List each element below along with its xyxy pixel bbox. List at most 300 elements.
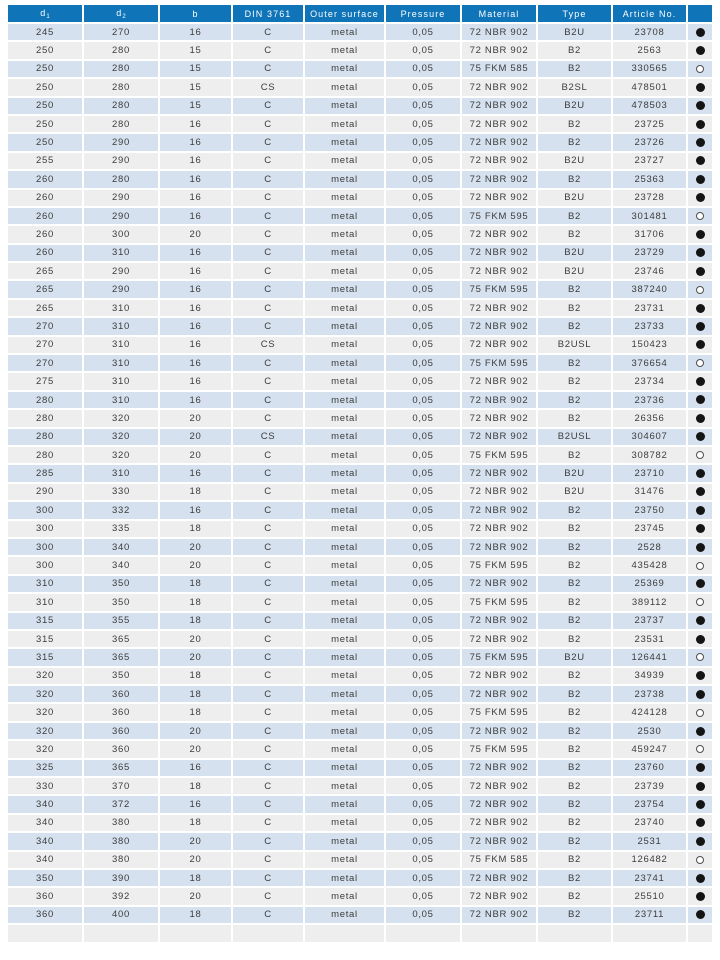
table-cell-d1: 325 xyxy=(8,760,84,778)
table-cell-material: 72 NBR 902 xyxy=(462,870,538,888)
table-cell-material: 72 NBR 902 xyxy=(462,116,538,134)
table-row xyxy=(8,392,712,410)
table-cell-pressure: 0,05 xyxy=(386,190,462,208)
filled-circle-icon xyxy=(696,138,705,147)
table-cell-article-no: 23733 xyxy=(613,318,688,336)
table-row xyxy=(8,649,712,667)
table-cell-article-no: 23531 xyxy=(613,631,688,649)
table-cell-din-3761: C xyxy=(233,263,305,281)
availability-cell xyxy=(688,300,712,318)
table-cell-article-no: 23741 xyxy=(613,870,688,888)
table-cell-b: 18 xyxy=(160,907,233,925)
table-cell-d2: 340 xyxy=(84,539,160,557)
table-cell-material: 72 NBR 902 xyxy=(462,190,538,208)
table-cell-d1: 270 xyxy=(8,318,84,336)
table-cell-d1: 300 xyxy=(8,502,84,520)
table-cell-material: 72 NBR 902 xyxy=(462,576,538,594)
availability-cell xyxy=(688,815,712,833)
table-cell-d2: 332 xyxy=(84,502,160,520)
table-cell-article-no: 34939 xyxy=(613,668,688,686)
table-cell-b: 16 xyxy=(160,337,233,355)
table-cell-type: B2 xyxy=(538,576,613,594)
table-cell-b: 16 xyxy=(160,373,233,391)
availability-cell xyxy=(688,208,712,226)
table-cell-d2: 280 xyxy=(84,61,160,79)
table-cell-d1: 260 xyxy=(8,245,84,263)
table-cell-outer-surface: metal xyxy=(305,300,386,318)
table-cell-outer-surface: metal xyxy=(305,190,386,208)
table-cell-material: 72 NBR 902 xyxy=(462,760,538,778)
table-cell-d2: 310 xyxy=(84,392,160,410)
table-cell-d1: 290 xyxy=(8,484,84,502)
table-cell-outer-surface: metal xyxy=(305,594,386,612)
table-cell-b: 16 xyxy=(160,134,233,152)
table-cell-d1: 330 xyxy=(8,778,84,796)
table-row xyxy=(8,557,712,575)
table-cell-b: 16 xyxy=(160,116,233,134)
table-cell-outer-surface: metal xyxy=(305,24,386,42)
table-cell-article-no: 308782 xyxy=(613,447,688,465)
table-row xyxy=(8,594,712,612)
table-cell-article-no: 23728 xyxy=(613,190,688,208)
table-cell-pressure: 0,05 xyxy=(386,502,462,520)
table-cell-d1: 310 xyxy=(8,594,84,612)
table-cell-pressure: 0,05 xyxy=(386,539,462,557)
table-cell-type: B2 xyxy=(538,134,613,152)
filled-circle-icon xyxy=(696,156,705,165)
availability-cell xyxy=(688,98,712,116)
table-cell-material: 75 FKM 595 xyxy=(462,355,538,373)
table-cell-outer-surface: metal xyxy=(305,521,386,539)
table-cell-type: B2 xyxy=(538,668,613,686)
table-cell-type: B2 xyxy=(538,355,613,373)
table-cell-type: B2 xyxy=(538,613,613,631)
filled-circle-icon xyxy=(696,671,705,680)
table-cell-type: B2U xyxy=(538,465,613,483)
availability-cell xyxy=(688,373,712,391)
table-row xyxy=(8,704,712,722)
header-row xyxy=(8,5,712,24)
empty-cell xyxy=(160,925,233,943)
table-cell-pressure: 0,05 xyxy=(386,852,462,870)
open-circle-icon xyxy=(696,653,704,661)
table-cell-pressure: 0,05 xyxy=(386,134,462,152)
open-circle-icon xyxy=(696,856,704,864)
table-row xyxy=(8,281,712,299)
table-cell-material: 72 NBR 902 xyxy=(462,723,538,741)
table-cell-d2: 290 xyxy=(84,281,160,299)
table-cell-d2: 360 xyxy=(84,723,160,741)
table-cell-din-3761: C xyxy=(233,576,305,594)
empty-cell xyxy=(538,925,613,943)
table-cell-pressure: 0,05 xyxy=(386,631,462,649)
table-cell-din-3761: C xyxy=(233,410,305,428)
table-cell-article-no: 23746 xyxy=(613,263,688,281)
table-cell-article-no: 424128 xyxy=(613,704,688,722)
filled-circle-icon xyxy=(696,340,705,349)
table-row xyxy=(8,576,712,594)
table-cell-type: B2 xyxy=(538,171,613,189)
table-cell-b: 20 xyxy=(160,852,233,870)
table-cell-din-3761: C xyxy=(233,190,305,208)
table-cell-d1: 360 xyxy=(8,888,84,906)
table-cell-din-3761: C xyxy=(233,704,305,722)
table-cell-material: 75 FKM 585 xyxy=(462,61,538,79)
table-cell-din-3761: C xyxy=(233,318,305,336)
table-cell-d1: 245 xyxy=(8,24,84,42)
table-cell-d2: 310 xyxy=(84,245,160,263)
table-cell-b: 20 xyxy=(160,741,233,759)
table-cell-material: 72 NBR 902 xyxy=(462,907,538,925)
table-cell-type: B2 xyxy=(538,686,613,704)
table-cell-type: B2 xyxy=(538,631,613,649)
table-cell-article-no: 126482 xyxy=(613,852,688,870)
table-cell-outer-surface: metal xyxy=(305,704,386,722)
table-cell-din-3761: C xyxy=(233,171,305,189)
table-cell-d1: 250 xyxy=(8,42,84,60)
table-cell-pressure: 0,05 xyxy=(386,613,462,631)
table-cell-outer-surface: metal xyxy=(305,649,386,667)
table-cell-type: B2 xyxy=(538,760,613,778)
availability-cell xyxy=(688,778,712,796)
table-cell-d1: 270 xyxy=(8,355,84,373)
filled-circle-icon xyxy=(696,635,705,644)
table-cell-d1: 340 xyxy=(8,815,84,833)
table-cell-d2: 350 xyxy=(84,668,160,686)
table-cell-b: 16 xyxy=(160,245,233,263)
table-cell-type: B2 xyxy=(538,300,613,318)
availability-cell xyxy=(688,704,712,722)
table-cell-pressure: 0,05 xyxy=(386,686,462,704)
table-cell-outer-surface: metal xyxy=(305,429,386,447)
availability-cell xyxy=(688,226,712,244)
table-cell-article-no: 2530 xyxy=(613,723,688,741)
table-cell-d2: 300 xyxy=(84,226,160,244)
table-cell-outer-surface: metal xyxy=(305,42,386,60)
table-cell-type: B2 xyxy=(538,907,613,925)
filled-circle-icon xyxy=(696,818,705,827)
table-cell-pressure: 0,05 xyxy=(386,355,462,373)
table-cell-outer-surface: metal xyxy=(305,723,386,741)
table-cell-d1: 250 xyxy=(8,79,84,97)
table-cell-d1: 280 xyxy=(8,410,84,428)
table-cell-outer-surface: metal xyxy=(305,907,386,925)
table-cell-din-3761: C xyxy=(233,484,305,502)
table-row xyxy=(8,888,712,906)
table-cell-b: 18 xyxy=(160,668,233,686)
table-cell-article-no: 23739 xyxy=(613,778,688,796)
table-cell-outer-surface: metal xyxy=(305,392,386,410)
table-cell-material: 75 FKM 595 xyxy=(462,447,538,465)
table-cell-outer-surface: metal xyxy=(305,576,386,594)
table-cell-d1: 280 xyxy=(8,429,84,447)
table-cell-article-no: 126441 xyxy=(613,649,688,667)
table-cell-d1: 310 xyxy=(8,576,84,594)
table-cell-pressure: 0,05 xyxy=(386,576,462,594)
table-cell-d2: 280 xyxy=(84,79,160,97)
table-row xyxy=(8,668,712,686)
table-row xyxy=(8,613,712,631)
open-circle-icon xyxy=(696,598,704,606)
table-cell-b: 16 xyxy=(160,796,233,814)
table-cell-type: B2 xyxy=(538,61,613,79)
table-cell-d1: 320 xyxy=(8,704,84,722)
table-cell-d2: 290 xyxy=(84,134,160,152)
table-cell-type: B2 xyxy=(538,704,613,722)
table-cell-din-3761: C xyxy=(233,208,305,226)
table-cell-article-no: 478501 xyxy=(613,79,688,97)
table-cell-d2: 310 xyxy=(84,465,160,483)
table-row xyxy=(8,42,712,60)
table-cell-outer-surface: metal xyxy=(305,208,386,226)
table-cell-outer-surface: metal xyxy=(305,484,386,502)
table-cell-b: 18 xyxy=(160,870,233,888)
table-cell-din-3761: C xyxy=(233,870,305,888)
table-cell-pressure: 0,05 xyxy=(386,373,462,391)
table-cell-article-no: 26356 xyxy=(613,410,688,428)
table-cell-outer-surface: metal xyxy=(305,226,386,244)
table-cell-type: B2U xyxy=(538,153,613,171)
table-cell-material: 72 NBR 902 xyxy=(462,42,538,60)
table-cell-material: 75 FKM 595 xyxy=(462,557,538,575)
table-cell-outer-surface: metal xyxy=(305,116,386,134)
availability-cell xyxy=(688,318,712,336)
availability-cell xyxy=(688,833,712,851)
table-row xyxy=(8,373,712,391)
filled-circle-icon xyxy=(696,175,705,184)
table-cell-material: 72 NBR 902 xyxy=(462,668,538,686)
table-cell-type: B2U xyxy=(538,245,613,263)
table-cell-pressure: 0,05 xyxy=(386,484,462,502)
table-row xyxy=(8,410,712,428)
table-cell-pressure: 0,05 xyxy=(386,208,462,226)
availability-cell xyxy=(688,410,712,428)
table-cell-din-3761: C xyxy=(233,61,305,79)
empty-cell xyxy=(386,925,462,943)
table-cell-din-3761: C xyxy=(233,134,305,152)
availability-cell xyxy=(688,153,712,171)
table-cell-type: B2 xyxy=(538,833,613,851)
table-cell-outer-surface: metal xyxy=(305,778,386,796)
table-cell-type: B2 xyxy=(538,723,613,741)
table-cell-b: 16 xyxy=(160,171,233,189)
table-cell-d1: 280 xyxy=(8,392,84,410)
table-cell-din-3761: C xyxy=(233,539,305,557)
table-cell-type: B2U xyxy=(538,263,613,281)
availability-cell xyxy=(688,263,712,281)
table-cell-article-no: 23750 xyxy=(613,502,688,520)
table-cell-b: 18 xyxy=(160,778,233,796)
table-cell-material: 75 FKM 595 xyxy=(462,649,538,667)
table-cell-pressure: 0,05 xyxy=(386,429,462,447)
table-cell-pressure: 0,05 xyxy=(386,116,462,134)
filled-circle-icon xyxy=(696,414,705,423)
filled-circle-icon xyxy=(696,837,705,846)
table-cell-d2: 280 xyxy=(84,42,160,60)
availability-cell xyxy=(688,502,712,520)
table-cell-pressure: 0,05 xyxy=(386,888,462,906)
table-cell-outer-surface: metal xyxy=(305,852,386,870)
table-cell-pressure: 0,05 xyxy=(386,704,462,722)
availability-cell xyxy=(688,686,712,704)
table-row xyxy=(8,153,712,171)
table-cell-d2: 365 xyxy=(84,631,160,649)
table-cell-outer-surface: metal xyxy=(305,98,386,116)
table-cell-type: B2 xyxy=(538,281,613,299)
table-row xyxy=(8,61,712,79)
table-cell-din-3761: C xyxy=(233,796,305,814)
table-cell-material: 72 NBR 902 xyxy=(462,815,538,833)
table-cell-d2: 280 xyxy=(84,171,160,189)
table-cell-d1: 320 xyxy=(8,686,84,704)
table-cell-d1: 265 xyxy=(8,263,84,281)
table-cell-d2: 380 xyxy=(84,833,160,851)
table-cell-material: 72 NBR 902 xyxy=(462,171,538,189)
table-cell-d1: 315 xyxy=(8,613,84,631)
table-cell-article-no: 150423 xyxy=(613,337,688,355)
table-cell-pressure: 0,05 xyxy=(386,521,462,539)
table-cell-article-no: 459247 xyxy=(613,741,688,759)
table-cell-pressure: 0,05 xyxy=(386,392,462,410)
table-cell-type: B2U xyxy=(538,484,613,502)
table-cell-outer-surface: metal xyxy=(305,79,386,97)
table-row xyxy=(8,907,712,925)
table-row xyxy=(8,226,712,244)
table-cell-d2: 270 xyxy=(84,24,160,42)
table-row xyxy=(8,484,712,502)
availability-cell xyxy=(688,447,712,465)
table-cell-din-3761: C xyxy=(233,281,305,299)
table-cell-d2: 320 xyxy=(84,429,160,447)
table-cell-pressure: 0,05 xyxy=(386,815,462,833)
table-cell-din-3761: C xyxy=(233,355,305,373)
table-row xyxy=(8,539,712,557)
table-row xyxy=(8,870,712,888)
table-cell-d2: 280 xyxy=(84,98,160,116)
availability-cell xyxy=(688,79,712,97)
table-cell-material: 72 NBR 902 xyxy=(462,153,538,171)
table-row xyxy=(8,760,712,778)
table-cell-pressure: 0,05 xyxy=(386,153,462,171)
table-cell-article-no: 23731 xyxy=(613,300,688,318)
table-cell-article-no: 23725 xyxy=(613,116,688,134)
filled-circle-icon xyxy=(696,120,705,129)
table-cell-article-no: 376654 xyxy=(613,355,688,373)
table-cell-b: 18 xyxy=(160,576,233,594)
table-cell-pressure: 0,05 xyxy=(386,465,462,483)
table-cell-type: B2 xyxy=(538,373,613,391)
table-cell-outer-surface: metal xyxy=(305,613,386,631)
table-cell-d2: 290 xyxy=(84,153,160,171)
table-cell-article-no: 2563 xyxy=(613,42,688,60)
table-cell-pressure: 0,05 xyxy=(386,318,462,336)
table-cell-outer-surface: metal xyxy=(305,171,386,189)
filled-circle-icon xyxy=(696,248,705,257)
table-cell-d2: 290 xyxy=(84,190,160,208)
filled-circle-icon xyxy=(696,83,705,92)
table-cell-din-3761: C xyxy=(233,153,305,171)
table-cell-outer-surface: metal xyxy=(305,686,386,704)
open-circle-icon xyxy=(696,286,704,294)
table-cell-b: 20 xyxy=(160,723,233,741)
table-cell-article-no: 23738 xyxy=(613,686,688,704)
table-cell-d1: 280 xyxy=(8,447,84,465)
table-cell-d2: 390 xyxy=(84,870,160,888)
table-cell-din-3761: C xyxy=(233,116,305,134)
table-cell-pressure: 0,05 xyxy=(386,741,462,759)
table-cell-b: 16 xyxy=(160,355,233,373)
table-cell-material: 75 FKM 595 xyxy=(462,281,538,299)
availability-cell xyxy=(688,870,712,888)
table-cell-b: 15 xyxy=(160,42,233,60)
table-cell-d2: 360 xyxy=(84,741,160,759)
table-cell-din-3761: C xyxy=(233,613,305,631)
table-cell-d1: 260 xyxy=(8,208,84,226)
table-cell-d2: 310 xyxy=(84,337,160,355)
table-cell-material: 72 NBR 902 xyxy=(462,134,538,152)
empty-row xyxy=(8,925,712,943)
table-cell-article-no: 2528 xyxy=(613,539,688,557)
table-cell-material: 72 NBR 902 xyxy=(462,465,538,483)
availability-cell xyxy=(688,134,712,152)
table-cell-outer-surface: metal xyxy=(305,263,386,281)
table-cell-d2: 360 xyxy=(84,686,160,704)
table-cell-din-3761: C xyxy=(233,557,305,575)
table-cell-b: 18 xyxy=(160,815,233,833)
table-cell-b: 20 xyxy=(160,649,233,667)
table-row xyxy=(8,171,712,189)
filled-circle-icon xyxy=(696,28,705,37)
table-cell-material: 75 FKM 595 xyxy=(462,208,538,226)
table-cell-type: B2 xyxy=(538,594,613,612)
empty-cell xyxy=(8,925,84,943)
availability-cell xyxy=(688,484,712,502)
table-cell-outer-surface: metal xyxy=(305,815,386,833)
table-cell-d1: 260 xyxy=(8,171,84,189)
table-cell-material: 72 NBR 902 xyxy=(462,263,538,281)
table-cell-d1: 275 xyxy=(8,373,84,391)
table-cell-d1: 250 xyxy=(8,98,84,116)
table-cell-pressure: 0,05 xyxy=(386,870,462,888)
availability-cell xyxy=(688,741,712,759)
table-cell-d2: 355 xyxy=(84,613,160,631)
filled-circle-icon xyxy=(696,469,705,478)
table-cell-din-3761: C xyxy=(233,521,305,539)
table-cell-article-no: 301481 xyxy=(613,208,688,226)
table-cell-d2: 400 xyxy=(84,907,160,925)
table-cell-din-3761: C xyxy=(233,392,305,410)
table-cell-material: 72 NBR 902 xyxy=(462,373,538,391)
availability-cell xyxy=(688,907,712,925)
table-cell-article-no: 23736 xyxy=(613,392,688,410)
table-cell-b: 16 xyxy=(160,190,233,208)
table-cell-d1: 270 xyxy=(8,337,84,355)
table-cell-pressure: 0,05 xyxy=(386,557,462,575)
open-circle-icon xyxy=(696,65,704,73)
table-cell-b: 20 xyxy=(160,833,233,851)
table-cell-article-no: 23727 xyxy=(613,153,688,171)
filled-circle-icon xyxy=(696,690,705,699)
filled-circle-icon xyxy=(696,524,705,533)
column-header-d1: $d_1$ xyxy=(8,5,84,24)
table-cell-type: B2 xyxy=(538,741,613,759)
table-cell-d2: 340 xyxy=(84,557,160,575)
availability-cell xyxy=(688,852,712,870)
table-cell-d2: 320 xyxy=(84,447,160,465)
table-cell-din-3761: C xyxy=(233,447,305,465)
table-row xyxy=(8,190,712,208)
table-cell-b: 16 xyxy=(160,281,233,299)
